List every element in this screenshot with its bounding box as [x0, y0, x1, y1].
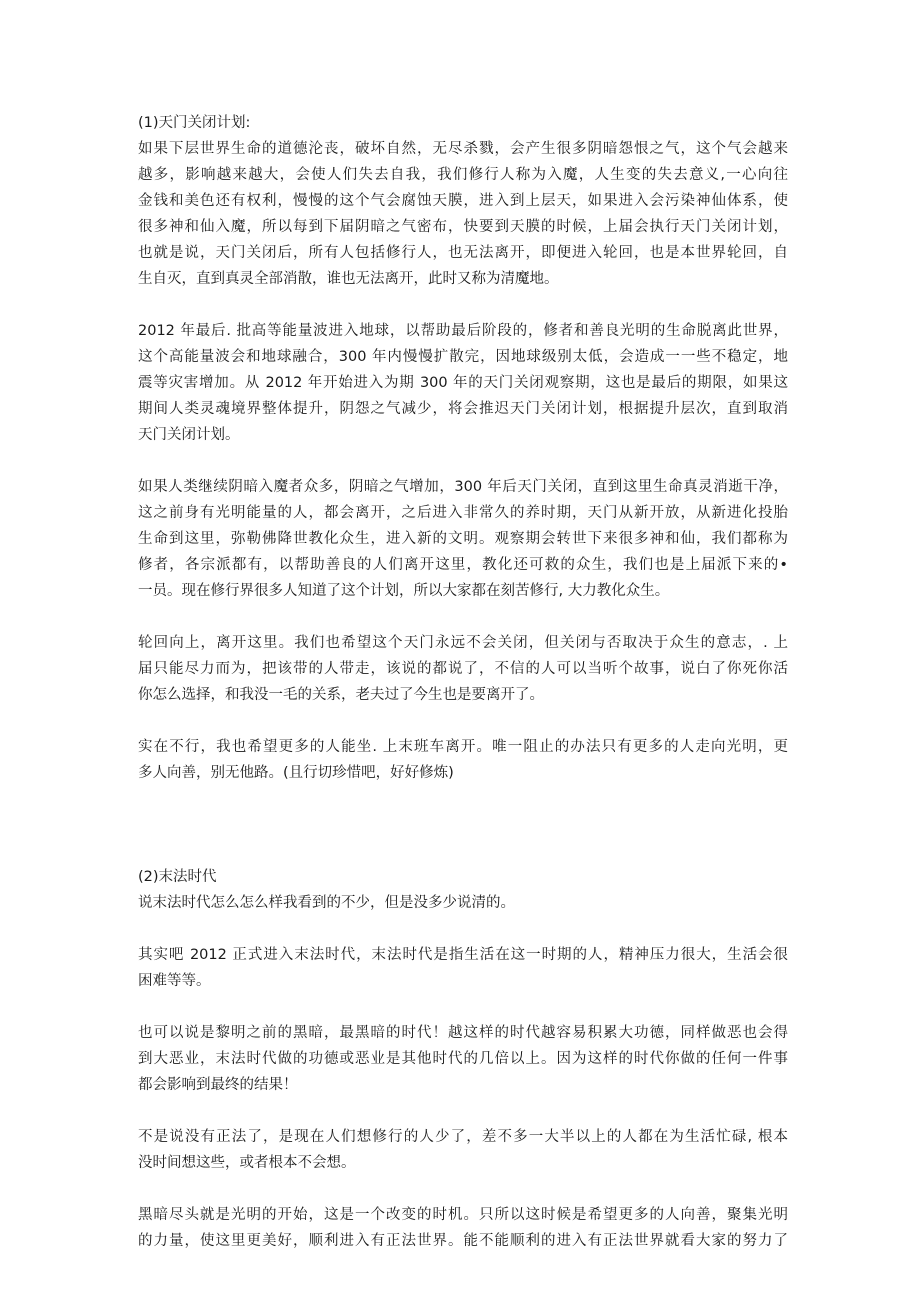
paragraph	[138, 1202, 788, 1254]
text-line: 震等灾害增加。从 2012 年开始进入为期 300 年的天门关闭观察期，这也是最后的期限，如果这	[138, 375, 788, 391]
text-line: 届只能尽力而为，把该带的人带走，该说的都说了，不信的人可以当听个故事，说白了你死你活	[138, 661, 788, 677]
text-line: 一员。现在修行界很多人知道了这个计划，所以大家都在刻苦修行, 大力教化众生。	[138, 583, 670, 599]
text-line: 说末法时代怎么怎么样我看到的不少，但是没多少说清的。	[138, 895, 515, 911]
document-page	[138, 110, 788, 1254]
paragraph-spacer	[138, 448, 788, 474]
text-line: 也就是说，天门关闭后，所有人包括修行人，也无法离开，即便进入轮回，也是本世界轮回，自	[138, 245, 788, 261]
section-heading: (2)末法时代	[138, 869, 217, 885]
section-spacer	[138, 786, 788, 864]
text-line: 很多神和仙入魔，所以每到下届阴暗之气密布，快要到天膜的时候，上届会执行天门关闭计划，	[138, 219, 788, 235]
text-line: 多人向善，别无他路。(且行切珍惜吧，好好修炼)	[138, 765, 454, 781]
text-line: 的力量，使这里更美好，顺利进入有正法世界。能不能顺利的进入有正法世界就看大家的努力了	[138, 1233, 788, 1249]
text-line: 到大恶业，末法时代做的功德或恶业是其他时代的几倍以上。因为这样的时代你做的任何一件事	[138, 1051, 788, 1067]
text-line: 修者，各宗派都有，以帮助善良的人们离开这里，教化还可救的众生，我们也是上届派下来的•	[138, 557, 788, 573]
text-line: 如果人类继续阴暗入魔者众多，阴暗之气增加，300 年后天门关闭，直到这里生命真灵消逝干净，	[138, 479, 788, 495]
text-line: 2012 年最后. 批高等能量波进入地球，以帮助最后阶段的，修者和善良光明的生命脱离此世界，	[138, 323, 788, 339]
text-line: 你怎么选择，和我没一毛的关系，老夫过了今生也是要离开了。	[138, 687, 544, 703]
paragraph	[138, 942, 788, 994]
text-line: 轮回向上，离开这里。我们也希望这个天门永远不会关闭，但关闭与否取决于众生的意志，. 上	[138, 635, 788, 651]
text-line: 天门关闭计划。	[138, 427, 240, 443]
text-line: 这个高能量波会和地球融合，300 年内慢慢扩散完，因地球级别太低，会造成一一些不稳定，地	[138, 349, 788, 365]
paragraph	[138, 734, 788, 786]
text-line: 金钱和美色还有权利，慢慢的这个气会腐蚀天膜，进入到上层天，如果进入会污染神仙体系，使	[138, 193, 788, 209]
paragraph	[138, 318, 788, 448]
text-line: 越多，影响越来越大，会使人们失去自我，我们修行人称为入魔，人生变的失去意义,一心向往	[138, 167, 788, 183]
paragraph-spacer	[138, 604, 788, 630]
paragraph	[138, 1124, 788, 1176]
text-line: 也可以说是黎明之前的黑暗，最黑暗的时代！越这样的时代越容易积累大功德，同样做恶也会得	[138, 1025, 788, 1041]
paragraph-spacer	[138, 994, 788, 1020]
text-line: 如果下层世界生命的道德沦丧，破坏自然，无尽杀戮，会产生很多阴暗怨恨之气，这个气会越来	[138, 141, 788, 157]
text-line: 生命到这里，弥勒佛降世教化众生，进入新的文明。观察期会转世下来很多神和仙，我们都称为	[138, 531, 788, 547]
paragraph	[138, 1020, 788, 1098]
paragraph	[138, 136, 788, 292]
text-line: 都会影响到最终的结果！	[138, 1077, 298, 1093]
paragraph-spacer	[138, 1176, 788, 1202]
text-line: 黑暗尽头就是光明的开始，这是一个改变的时机。只所以这时候是希望更多的人向善，聚集光明	[138, 1207, 788, 1223]
paragraph	[138, 474, 788, 604]
paragraph-spacer	[138, 1098, 788, 1124]
text-line: 没时间想这些，或者根本不会想。	[138, 1155, 356, 1171]
paragraph-spacer	[138, 708, 788, 734]
text-line: 不是说没有正法了，是现在人们想修行的人少了，差不多一大半以上的人都在为生活忙碌, 根本	[138, 1129, 788, 1145]
text-line: 生自灭，直到真灵全部消散，谁也无法离开，此时又称为清魔地。	[138, 271, 559, 287]
text-line: 实在不行，我也希望更多的人能坐. 上末班车离开。唯一阻止的办法只有更多的人走向光明，更	[138, 739, 788, 755]
paragraph	[138, 890, 788, 916]
paragraph-spacer	[138, 292, 788, 318]
text-line: 这之前身有光明能量的人，都会离开，之后进入非常久的养时期，天门从新开放，从新进化投胎	[138, 505, 788, 521]
paragraph-spacer	[138, 916, 788, 942]
section-heading: (1)天门关闭计划:	[138, 115, 251, 131]
text-line: 困难等等。	[138, 973, 211, 989]
text-line: 期间人类灵魂境界整体提升，阴怨之气减少，将会推迟天门关闭计划，根据提升层次，直到取消	[138, 401, 788, 417]
text-line: 其实吧 2012 正式进入末法时代，末法时代是指生活在这一时期的人，精神压力很大，生活会很	[138, 947, 788, 963]
paragraph	[138, 630, 788, 708]
